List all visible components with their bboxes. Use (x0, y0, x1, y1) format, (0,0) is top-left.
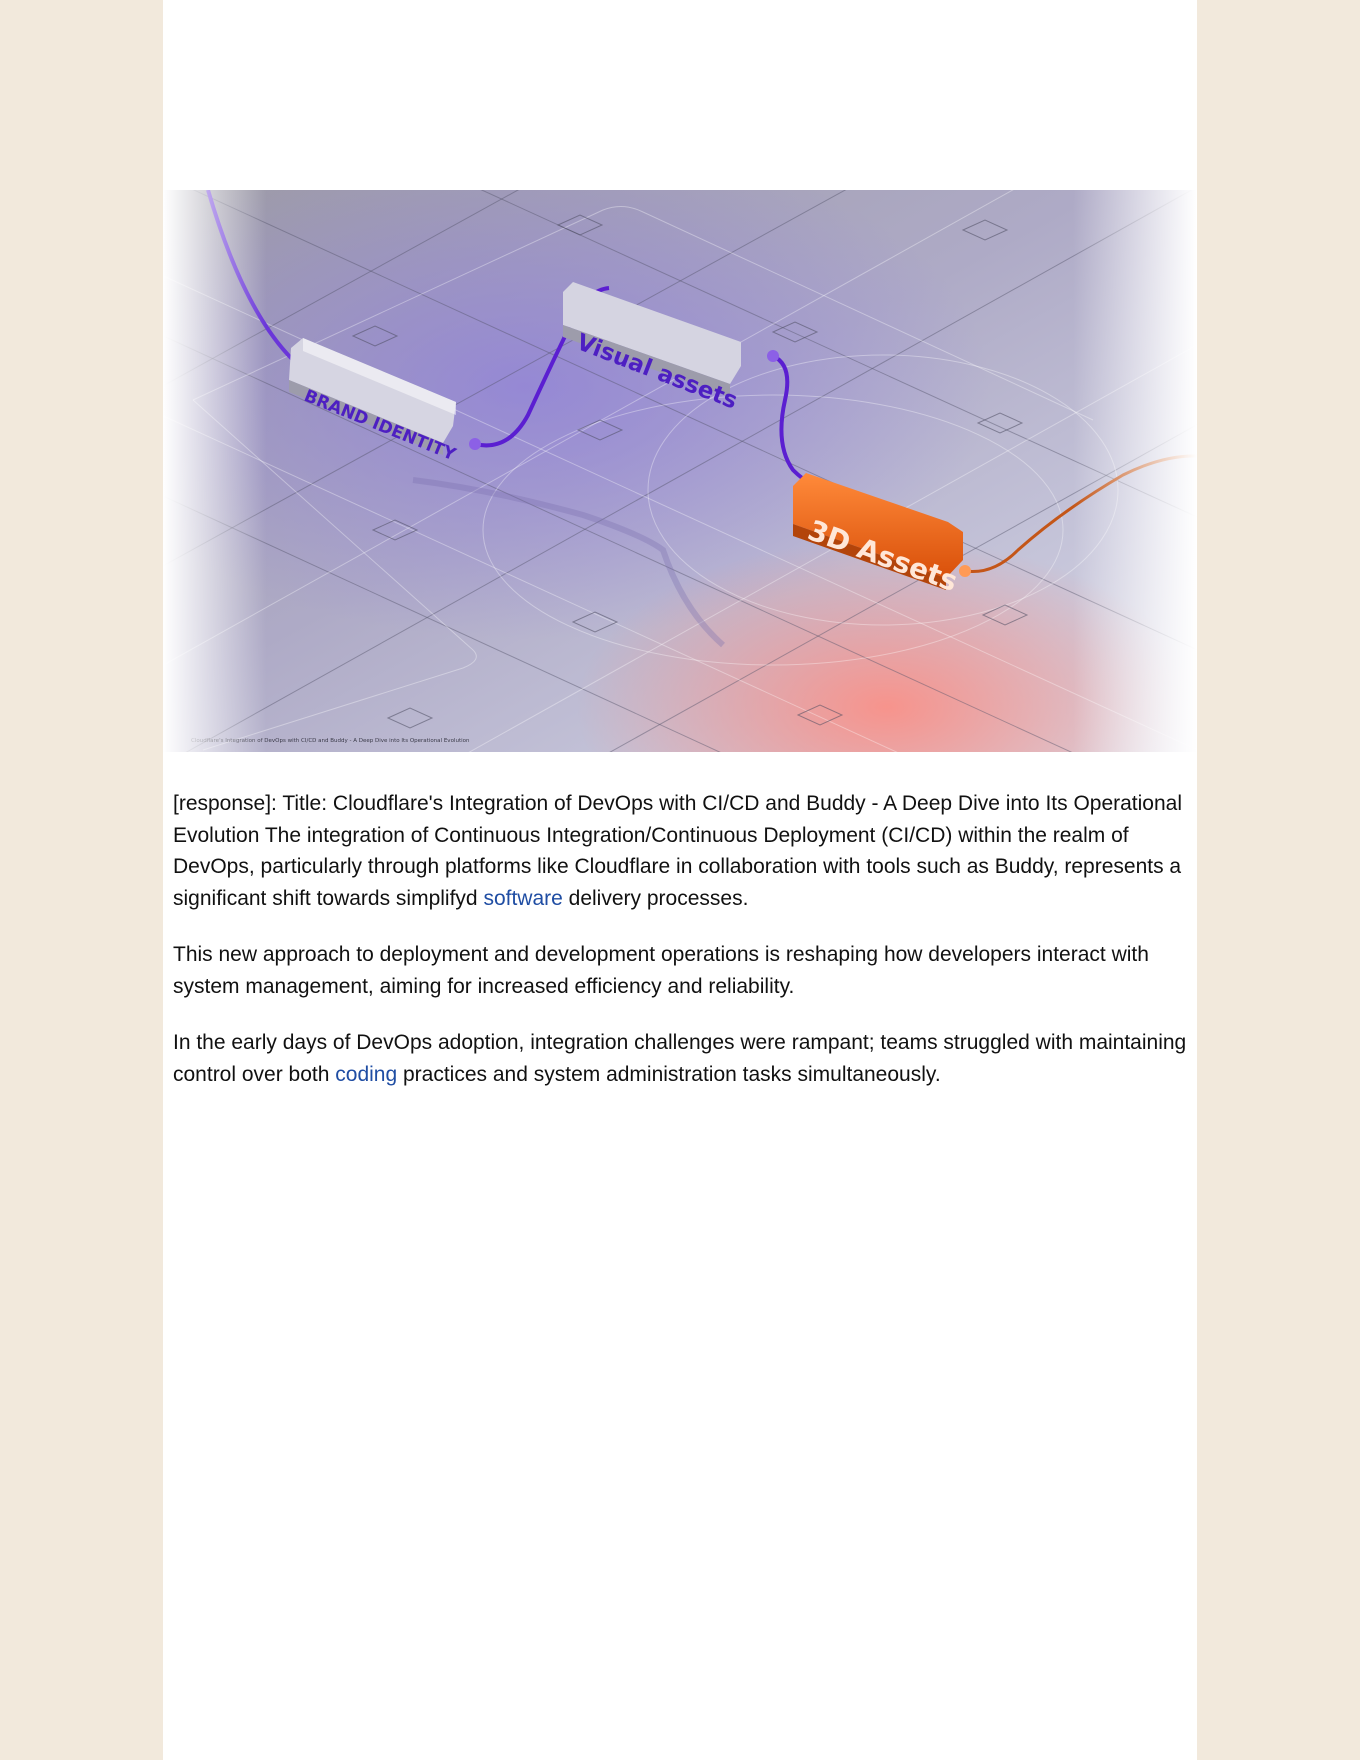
paragraph-3 (173, 1027, 1193, 1090)
paragraph-1-tail: delivery processes. (562, 886, 749, 910)
paragraph-3-text: In the early days of DevOps adoption, integration challenges were rampant; teams struggled with maintaining control over both (173, 1031, 1187, 1086)
paragraph-2: This new approach to deployment and development operations is reshaping how developers interact with system management, aiming for increased efficiency and reliability. (173, 943, 1149, 998)
software-link[interactable]: software (483, 886, 563, 910)
hero-illustration (163, 190, 1197, 752)
article-body (173, 788, 1193, 1115)
paragraph-3-tail: practices and system administration tasks simultaneously. (397, 1062, 941, 1086)
hero-image (163, 190, 1197, 752)
paragraph-1 (173, 788, 1193, 914)
paragraph-1-text: [response]: Title: Cloudflare's Integration of DevOps with CI/CD and Buddy - A Deep Dive into Its Operational Evolution The integration of Continuous Integration/Continuous Deployment (CI/CD) within the realm of DevOps, particularly through platforms like Cloudflare in collaboration with tools such as Buddy, represents a significant shift towards simplifyd (173, 792, 1183, 910)
page (163, 0, 1197, 1760)
coding-link[interactable]: coding (335, 1062, 398, 1086)
